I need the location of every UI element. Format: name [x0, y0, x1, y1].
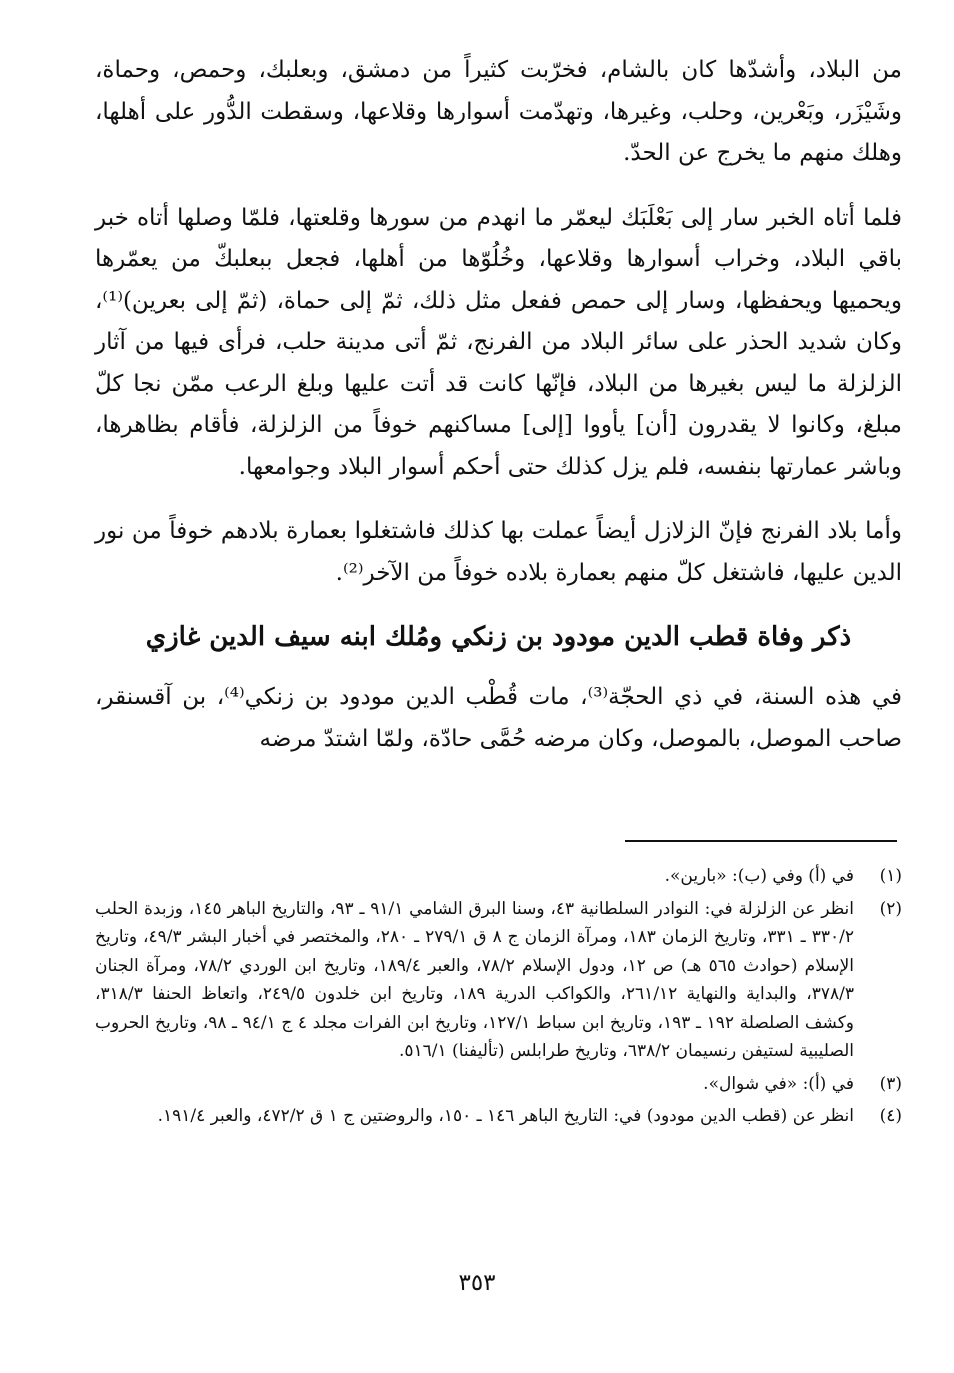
footnote-text: انظر عن (قطب الدين مودود) في: التاريخ الباهر ١٤٦ ـ ١٥٠، والروضتين ج ١ ق ٤٧٢/٢، والعبر ١٩١/٤. — [157, 1106, 854, 1126]
footnote-number: (٢) — [879, 898, 902, 919]
footnote-1 — [95, 862, 902, 891]
footnote-4 — [95, 1102, 902, 1131]
footnote-2 — [95, 895, 902, 1066]
footnote-divider — [625, 840, 897, 842]
section-heading: ذكر وفاة قطب الدين مودود بن زنكي ومُلك ابنه سيف الدين غازي — [145, 622, 852, 652]
paragraph-2: فلما أتاه الخبر سار إلى بَعْلَبَك ليعمّر ما انهدم من سورها وقلعتها، فلمّا وصلها أتاه خبر باقي البلاد، وخراب أسوارها وقلاعها، وخُلُوّها من أهلها، فجعل ببعلبكّ من يعمّرها ويحميها ويحفظها، وسار إلى حمص ففعل مثل ذلك، ثمّ إلى حماة، (ثمّ إلى بعرين)⁽¹⁾، وكان شديد الحذر على سائر البلاد من الفرنج، ثمّ أتى مدينة حلب، فرأى فيها من آثار الزلزلة ما ليس بغيرها من البلاد، فإنّها كانت قد أتت عليها وبلغ الرعب ممّن نجا كلّ مبلغ، وكانوا لا يقدرون [أن] يأووا [إلى] مساكنهم خوفاً من الزلزلة، فأقام بظاهرها، وباشر عمارتها بنفسه، فلم يزل كذلك حتى أحكم أسوار البلاد وجوامعها. — [95, 204, 902, 480]
footnote-3 — [95, 1070, 902, 1099]
footnote-text: في (أ): «في شوال». — [703, 1073, 854, 1094]
paragraph-1: من البلاد، وأشدّها كان بالشام، فخرّبت كثيراً من دمشق، وبعلبك، وحمص، وحماة، وشَيْزَر، وبَعْرين، وحلب، وغيرها، وتهدّمت أسوارها وقلاعها، وسقطت الدُّور على أهلها، وهلك منهم ما يخرج عن الحدّ. — [95, 57, 902, 166]
page-number: ٣٥٣ — [458, 1270, 496, 1296]
footnotes — [95, 862, 902, 1135]
paragraph-3: وأما بلاد الفرنج فإنّ الزلازل أيضاً عملت بها كذلك فاشتغلوا بعمارة بلادهم خوفاً من نور الدين عليها، فاشتغل كلّ منهم بعمارة بلاده خوفاً من الآخر⁽²⁾. — [95, 518, 902, 586]
main-text — [95, 50, 902, 783]
footnote-number: (٣) — [879, 1073, 902, 1094]
footnote-text: في (أ) وفي (ب): «بارين». — [664, 866, 854, 886]
paragraph-4: في هذه السنة، في ذي الحجّة⁽³⁾، مات قُطْب الدين مودود بن زنكي⁽⁴⁾، بن آقسنقر، صاحب الموصل، بالموصل، وكان مرضه حُمَّى حادّة، ولمّا اشتدّ مرضه — [95, 684, 902, 752]
footnote-number: (١) — [879, 866, 902, 886]
footnote-text: انظر عن الزلزلة في: النوادر السلطانية ٤٣، وسنا البرق الشامي ٩١/١ ـ ٩٣، والتاريخ الباهر ١٤٥، وزبدة الحلب ٣٣٠/٢ ـ ٣٣١، وتاريخ الزمان ١٨٣، ومرآة الزمان ج ٨ ق ٢٧٩/١ ـ ٢٨٠، والمختصر في أخبار البشر ٤٩/٣، وتاريخ الإسلام (حوادث ٥٦٥ هـ) ص ١٢، ودول الإسلام ٧٨/٢، والعبر ١٨٩/٤، وتاريخ ابن الوردي ٧٨/٢، ومرآة الجنان ٣٧٨/٣، والبداية والنهاية ٢٦١/١٢، والكواكب الدرية ١٨٩، وتاريخ ابن خلدون ٢٤٩/٥، واتعاظ الحنفا ٣١٨/٣، وكشف الصلصلة ١٩٢ ـ ١٩٣، وتاريخ ابن سباط ١٢٧/١، وتاريخ ابن الفرات مجلد ٤ ج ٩٤/١ ـ ٩٨، وتاريخ الحروب الصليبية لستيفن رنسيمان ٦٣٨/٢، وتاريخ طرابلس (تأليفنا) ٥١٦/١. — [95, 898, 855, 1061]
footnote-number: (٤) — [879, 1106, 902, 1126]
